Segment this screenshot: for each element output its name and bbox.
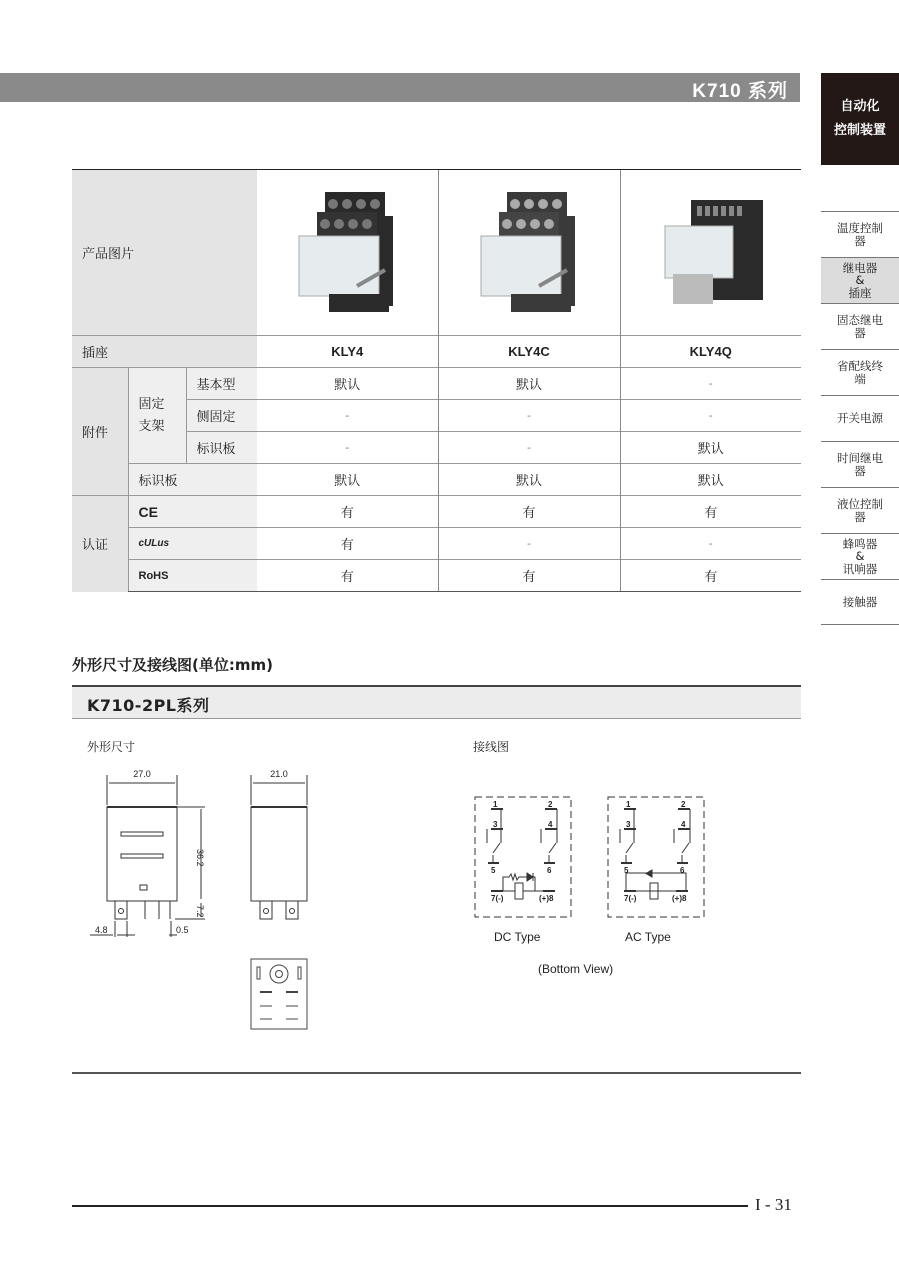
side-nav-label: 器 <box>854 233 866 248</box>
side-nav-label: 开关电源 <box>837 411 883 426</box>
row-label-label-plate: 标识板 <box>186 432 257 464</box>
side-nav-label: 时间继电 <box>837 451 883 465</box>
table-row-product-image <box>72 170 801 336</box>
dim-pin-pitch: 4.8 <box>95 925 108 935</box>
cell-value: 有 <box>438 560 620 592</box>
dim-width: 27.0 <box>133 769 151 779</box>
terminal-label: 1 <box>626 800 631 809</box>
cell-value: - <box>620 368 801 400</box>
product-image-kly4q <box>620 170 801 336</box>
cell-value: 有 <box>257 560 438 592</box>
table-row-cert-ul <box>72 528 801 560</box>
label-outline-dimensions: 外形尺寸 <box>87 740 136 754</box>
cell-value: 默认 <box>257 464 438 496</box>
caption-ac-type: AC Type <box>625 930 671 944</box>
cell-value: 默认 <box>620 432 801 464</box>
side-nav-label: 端 <box>854 371 866 386</box>
cell-value: 有 <box>438 496 620 528</box>
relay-socket-image <box>469 186 589 316</box>
dim-pin-length: 7.2 <box>195 905 205 918</box>
caption-dc-type: DC Type <box>494 930 541 944</box>
side-nav-item-buzzer[interactable] <box>821 533 899 579</box>
side-nav-item-timer-relay[interactable] <box>821 441 899 487</box>
relay-socket-image <box>287 186 407 316</box>
dim-pin-thickness: 0.5 <box>176 925 189 935</box>
terminal-label: (+)8 <box>672 894 687 903</box>
terminal-label: 3 <box>493 820 498 829</box>
terminal-label: 6 <box>547 866 552 875</box>
cell-value: 有 <box>257 496 438 528</box>
terminal-label: 2 <box>681 800 686 809</box>
side-nav-label: 讯响器 <box>842 561 878 576</box>
socket-model: KLY4C <box>438 336 620 368</box>
side-nav-item-power-supply[interactable] <box>821 395 899 441</box>
cell-value: - <box>257 400 438 432</box>
side-nav-item-temperature-controller[interactable] <box>821 211 899 257</box>
row-label-basic: 基本型 <box>186 368 257 400</box>
side-nav <box>821 211 899 625</box>
table-row-bracket-basic <box>72 368 801 400</box>
terminal-label: 7(-) <box>491 894 504 903</box>
page-number: I - 31 <box>755 1195 792 1214</box>
side-nav-label: 插座 <box>848 285 872 300</box>
table-row-cert-ce <box>72 496 801 528</box>
side-view-drawing <box>245 765 315 925</box>
terminal-label: 5 <box>624 866 629 875</box>
row-label-product-image: 产品图片 <box>72 170 257 336</box>
cell-value: 有 <box>620 560 801 592</box>
series-title: K710 系列 <box>692 81 788 102</box>
row-label-label-plate: 标识板 <box>128 464 257 496</box>
row-label-certification: 认证 <box>72 496 128 592</box>
side-nav-item-terminal-block[interactable] <box>821 349 899 395</box>
side-nav-label: 蜂鸣器 <box>842 536 878 551</box>
cell-value: - <box>620 528 801 560</box>
section-divider <box>72 1072 801 1074</box>
side-nav-label: 接触器 <box>842 594 878 609</box>
footer-rule <box>72 1205 748 1207</box>
relay-socket-image <box>651 186 771 316</box>
label-wiring-diagram: 接线图 <box>473 740 510 754</box>
cell-value: 有 <box>620 496 801 528</box>
caption-bottom-view: (Bottom View) <box>538 962 614 976</box>
cell-value: 默认 <box>257 368 438 400</box>
section-title-dimensions: 外形尺寸及接线图(单位:mm) <box>72 656 273 674</box>
ul-mark-icon: cULus <box>128 528 257 560</box>
series-subheader: K710-2PL系列 <box>87 696 210 715</box>
terminal-label: 3 <box>626 820 631 829</box>
side-nav-item-contactor[interactable] <box>821 579 899 625</box>
category-tab-line-2: 控制装置 <box>833 123 886 138</box>
rohs-mark-icon: RoHS <box>128 560 257 592</box>
side-nav-item-level-controller[interactable] <box>821 487 899 533</box>
row-label-side-fixed: 侧固定 <box>186 400 257 432</box>
socket-spec-table <box>72 169 801 592</box>
row-label-socket: 插座 <box>72 336 257 368</box>
table-row-socket <box>72 336 801 368</box>
cell-value: - <box>438 432 620 464</box>
table-row-cert-rohs <box>72 560 801 592</box>
category-tab <box>821 73 899 165</box>
ce-mark-icon: CE <box>128 496 257 528</box>
dim-side-width: 21.0 <box>270 769 288 779</box>
terminal-label: 6 <box>680 866 685 875</box>
series-subheader-band <box>72 685 801 719</box>
cell-value: 默认 <box>620 464 801 496</box>
side-nav-label: 固态继电 <box>837 313 883 327</box>
terminal-label: 4 <box>681 820 686 829</box>
terminal-label: 1 <box>493 800 498 809</box>
bottom-view-drawing <box>250 958 308 1030</box>
side-nav-item-solid-state-relay[interactable] <box>821 303 899 349</box>
bracket-label-line: 固定 <box>138 396 165 412</box>
wiring-diagram-ac <box>606 795 706 920</box>
product-image-kly4 <box>257 170 438 336</box>
cell-value: - <box>257 432 438 464</box>
side-nav-label: 温度控制 <box>837 221 883 235</box>
side-nav-label: 器 <box>854 325 866 340</box>
front-view-drawing <box>85 765 215 940</box>
terminal-label: 7(-) <box>624 894 637 903</box>
category-tab-line-1: 自动化 <box>840 99 880 114</box>
side-nav-label: 器 <box>854 463 866 478</box>
side-nav-label: 器 <box>854 509 866 524</box>
cell-value: 默认 <box>438 464 620 496</box>
terminal-label: 4 <box>548 820 553 829</box>
terminal-label: 2 <box>548 800 553 809</box>
product-image-kly4c <box>438 170 620 336</box>
side-nav-label: & <box>855 549 865 564</box>
side-nav-label: 液位控制 <box>837 497 883 511</box>
side-nav-item-relay-socket[interactable] <box>821 257 899 303</box>
terminal-label: 5 <box>491 866 496 875</box>
side-nav-label: 继电器 <box>842 260 878 275</box>
socket-model: KLY4Q <box>620 336 801 368</box>
cell-value: - <box>620 400 801 432</box>
series-header-band <box>0 73 800 102</box>
socket-model: KLY4 <box>257 336 438 368</box>
wiring-diagram-dc <box>473 795 573 920</box>
side-nav-label: & <box>855 273 865 288</box>
bracket-label-line: 支架 <box>138 418 165 434</box>
row-label-accessories: 附件 <box>72 368 128 496</box>
row-label-bracket <box>128 368 186 464</box>
terminal-label: (+)8 <box>539 894 554 903</box>
dim-height: 36.2 <box>195 849 205 867</box>
side-nav-label: 省配线终 <box>837 359 883 373</box>
cell-value: 有 <box>257 528 438 560</box>
cell-value: - <box>438 528 620 560</box>
table-row-label-plate <box>72 464 801 496</box>
cell-value: 默认 <box>438 368 620 400</box>
cell-value: - <box>438 400 620 432</box>
